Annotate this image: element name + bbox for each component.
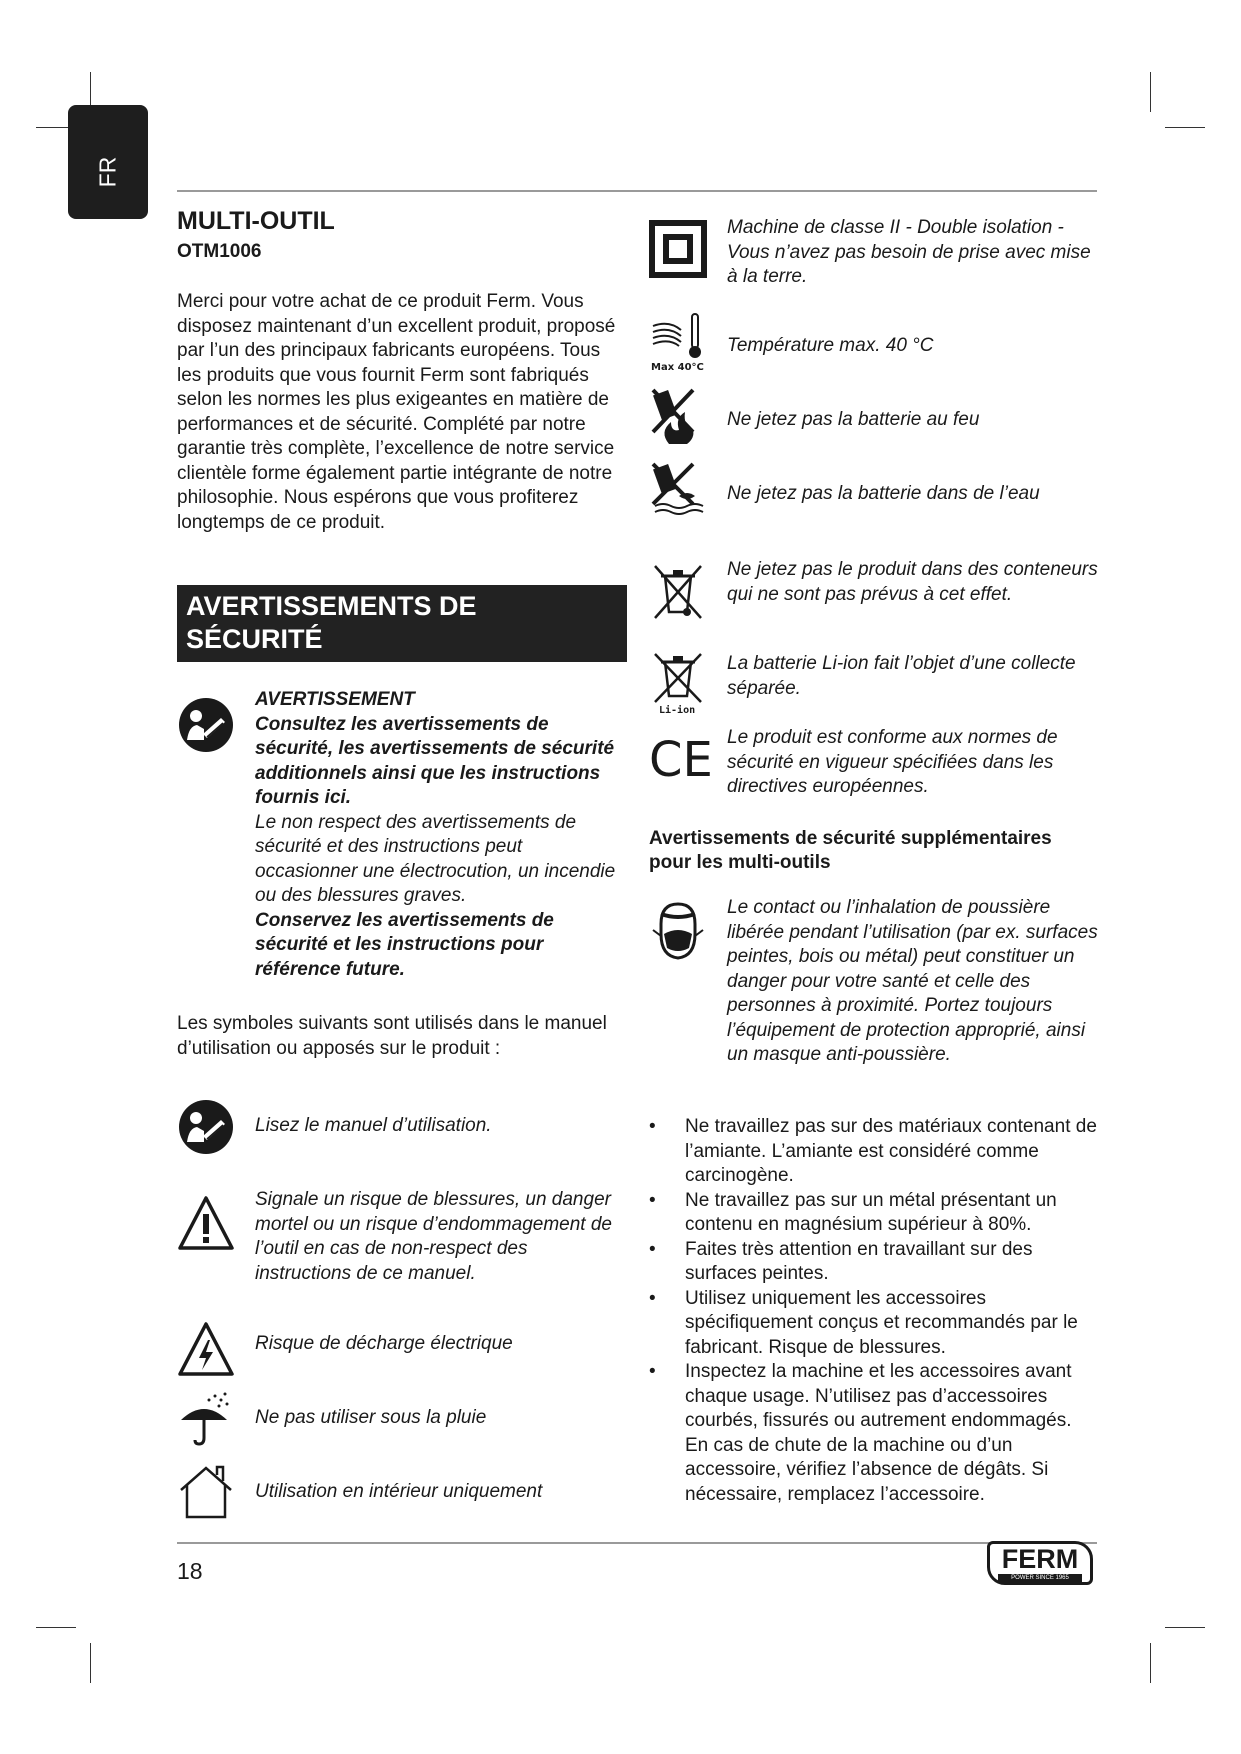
read-manual-icon xyxy=(177,1098,235,1161)
safety-banner: AVERTISSEMENTS DE SÉCURITÉ xyxy=(177,585,627,662)
logo-brand: FERM xyxy=(1001,1544,1079,1574)
warning-instructions: Consultez les avertissements de sécurité, les avertissements de sécurité additionnels ainsi que les instructions fournis ici. xyxy=(255,713,615,808)
language-label: FR xyxy=(94,156,121,188)
double-insulation-icon xyxy=(649,220,707,283)
crop-mark xyxy=(90,1643,91,1683)
indoor-house-icon xyxy=(177,1462,235,1525)
list-item: • Inspectez la machine et les accessoires avant chaque usage. N’utilisez pas d’accessoires courbés, fissurés ou autrement endommagés. En cas de chute de la machine ou d’un accessoire, vérifiez l’absence de dégâts. Si nécessaire, remplacez l’accessoire. xyxy=(649,1360,1099,1507)
symbol-text: Ne pas utiliser sous la pluie xyxy=(255,1407,487,1428)
intro-paragraph: Merci pour votre achat de ce produit Ferm. Vous disposez maintenant d’un excellent produit, proposé par l’un des principaux fabricants européens. Tous les produits que vous fournit Ferm sont fabriqués selon les normes les plus exigeantes en matière de performances et de sécurité. Complété par notre garantie très complète, l’excellence de notre service clientèle forme également partie intégrante de notre philosophie. Nous espérons que vous profiterez longtemps de ce produit. xyxy=(177,291,616,533)
symbol-text: Le contact ou l’inhalation de poussière libérée pendant l’utilisation (par ex. surfaces peintes, bois ou métal) peut constituer un danger pour votre santé et celle des personnes à proximité. Portez toujours l’équipement de protection approprié, ainsi un masque anti-poussière. xyxy=(727,897,1098,1065)
page-title: MULTI-OUTIL xyxy=(177,207,335,235)
li-ion-icon-label: Li-ion xyxy=(659,705,696,714)
crop-mark xyxy=(1150,1643,1151,1683)
symbol-crossed-bin xyxy=(649,558,1104,638)
left-column xyxy=(177,206,627,1061)
crop-mark xyxy=(1150,72,1151,112)
symbol-text: La batterie Li-ion fait l’objet d’une collecte séparée. xyxy=(727,653,1076,699)
symbol-rain xyxy=(177,1390,627,1450)
supplementary-heading: Avertissements de sécurité supplémentaires pour les multi-outils xyxy=(649,828,1052,873)
symbol-text: Ne jetez pas la batterie dans de l’eau xyxy=(727,483,1040,504)
language-tab xyxy=(68,105,148,219)
symbol-text: Lisez le manuel d’utilisation. xyxy=(255,1115,492,1136)
symbol-indoor xyxy=(177,1462,627,1522)
page-number: 18 xyxy=(177,1558,203,1584)
no-battery-water-icon xyxy=(649,460,707,527)
warning-block xyxy=(177,688,627,982)
symbol-text: Signale un risque de blessures, un danger mortel ou un risque d’endommagement de l’outil en cas de non-respect des instructions de ce manuel. xyxy=(255,1189,612,1284)
symbol-text: Ne jetez pas la batterie au feu xyxy=(727,409,980,430)
max-temperature-icon xyxy=(649,310,709,377)
read-manual-icon xyxy=(177,688,255,982)
ferm-logo xyxy=(987,1541,1093,1585)
symbol-double-insulation xyxy=(649,214,1104,294)
warning-triangle-icon xyxy=(177,1194,235,1257)
symbol-read-manual xyxy=(177,1098,627,1158)
crop-mark xyxy=(1165,127,1205,128)
li-ion-bin-icon xyxy=(649,652,707,719)
symbol-warning xyxy=(177,1188,627,1318)
crop-mark xyxy=(1165,1627,1205,1628)
crossed-bin-icon xyxy=(649,562,707,625)
list-item: • Ne travaillez pas sur des matériaux contenant de l’amiante. L’amiante est considéré comme carcinogène. xyxy=(649,1115,1099,1189)
list-item: • Faites très attention en travaillant sur des surfaces peintes. xyxy=(649,1238,1099,1287)
symbol-li-ion xyxy=(649,652,1104,716)
electric-shock-icon xyxy=(177,1320,235,1383)
symbol-max-temperature xyxy=(649,310,1104,376)
symbol-no-fire xyxy=(649,386,1104,452)
symbol-text: Utilisation en intérieur uniquement xyxy=(255,1481,543,1502)
no-battery-fire-icon xyxy=(649,386,707,453)
top-rule xyxy=(177,190,1097,192)
bottom-rule xyxy=(177,1542,1097,1544)
safety-bullet-list xyxy=(649,1115,1099,1507)
crop-mark xyxy=(36,1627,76,1628)
rain-umbrella-icon xyxy=(177,1390,235,1453)
dust-mask-icon xyxy=(649,900,707,967)
warning-consequences: Le non respect des avertissements de sécurité et des instructions peut occasionner une électrocution, un incendie ou des blessures graves. xyxy=(255,811,616,906)
symbol-text: Risque de décharge électrique xyxy=(255,1333,513,1354)
model-number: OTM1006 xyxy=(177,241,262,262)
symbol-electric-shock xyxy=(177,1320,627,1380)
symbol-dust-mask xyxy=(649,896,1104,1096)
warning-keep: Conservez les avertissements de sécurité et les instructions pour référence future. xyxy=(255,909,554,980)
symbol-text: Le produit est conforme aux normes de sécurité en vigueur spécifiées dans les directives européennes. xyxy=(727,727,1058,797)
symbols-intro: Les symboles suivants sont utilisés dans le manuel d’utilisation ou apposés sur le produit : xyxy=(177,1013,607,1059)
temperature-icon-label: Max 40°C xyxy=(651,362,704,372)
list-item: • Utilisez uniquement les accessoires spécifiquement conçus et recommandés par le fabricant. Risque de blessures. xyxy=(649,1287,1099,1361)
symbol-text: Température max. 40 °C xyxy=(727,335,934,356)
symbol-text: Ne jetez pas le produit dans des conteneurs qui ne sont pas prévus à cet effet. xyxy=(727,559,1098,605)
logo-tagline: POWER SINCE 1965 xyxy=(998,1574,1082,1582)
ce-mark-icon xyxy=(649,734,711,787)
symbol-text: Machine de classe II - Double isolation - Vous n’avez pas besoin de prise avec mise à la terre. xyxy=(727,217,1091,287)
symbol-no-water xyxy=(649,460,1104,526)
list-item: • Ne travaillez pas sur un métal présentant un contenu en magnésium supérieur à 80%. xyxy=(649,1189,1099,1238)
warning-title: AVERTISSEMENT xyxy=(255,689,415,710)
ce-mark-label: CE xyxy=(649,734,711,782)
symbol-ce xyxy=(649,726,1104,806)
